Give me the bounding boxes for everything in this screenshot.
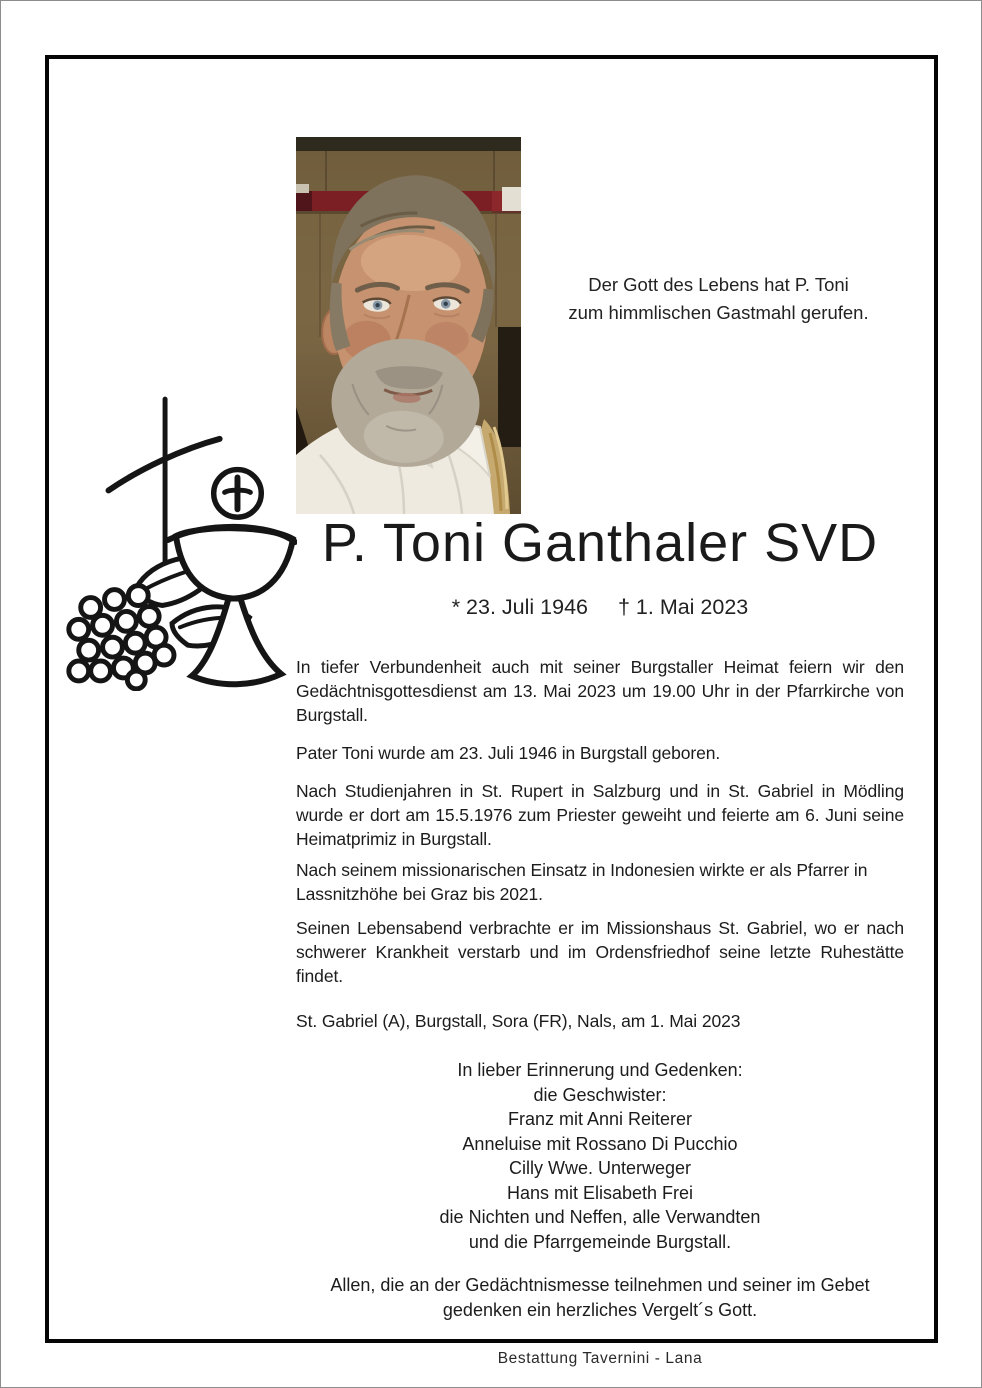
dateline: St. Gabriel (A), Burgstall, Sora (FR), Nals, am 1. Mai 2023	[296, 1011, 741, 1031]
paragraph-studies-ordination: Nach Studienjahren in St. Rupert in Salzburg und in St. Gabriel in Mödling wurde er dort am 15.5.1976 zum Priester geweiht und feierte am 6. Juni seine Heimatprimiz in Burgstall.	[296, 781, 904, 849]
deceased-name: P. Toni Ganthaler SVD	[321, 513, 879, 573]
paragraph-mission-parish: Nach seinem missionarischen Einsatz in Indonesien wirkte er als Pfarrer in Lassnitzhöhe bei Graz bis 2021.	[296, 860, 868, 904]
death-date: † 1. Mai 2023	[617, 595, 749, 619]
birth-date: * 23. Juli 1946	[451, 595, 588, 619]
mourners-list: In lieber Erinnerung und Gedenken: die Geschwister: Franz mit Anni Reiterer Anneluise mit Rossano Di Pucchio Cilly Wwe. Unterweger Hans mit Elisabeth Frei die Nichten und Neffen, alle Verwandten und die Pfarrgemeinde Burgstall.	[439, 1060, 761, 1252]
closing-thanks: Allen, die an der Gedächtnismesse teilnehmen und seiner im Gebet gedenken ein herzliches Vergelt´s Gott.	[330, 1275, 870, 1320]
funeral-home-imprint: Bestattung Tavernini - Lana	[497, 1350, 703, 1367]
opening-quote: Der Gott des Lebens hat P. Toni zum himmlischen Gastmahl gerufen.	[568, 274, 869, 323]
paragraph-memorial-service-invitation: In tiefer Verbundenheit auch mit seiner Burgstaller Heimat feiern wir den Gedächtnisgottesdienst am 13. Mai 2023 um 19.00 Uhr in der Pfarrkirche von Burgstall.	[296, 657, 904, 725]
life-dates	[296, 595, 904, 620]
eucharist-chalice-grapes-icon	[49, 393, 297, 691]
portrait-photo	[296, 137, 521, 514]
paragraph-final-years: Seinen Lebensabend verbrachte er im Missionshaus St. Gabriel, wo er nach schwerer Krankheit verstarb und im Ordensfriedhof seine letzte Ruhestätte findet.	[296, 918, 904, 986]
paragraph-birth: Pater Toni wurde am 23. Juli 1946 in Burgstall geboren.	[296, 743, 721, 763]
